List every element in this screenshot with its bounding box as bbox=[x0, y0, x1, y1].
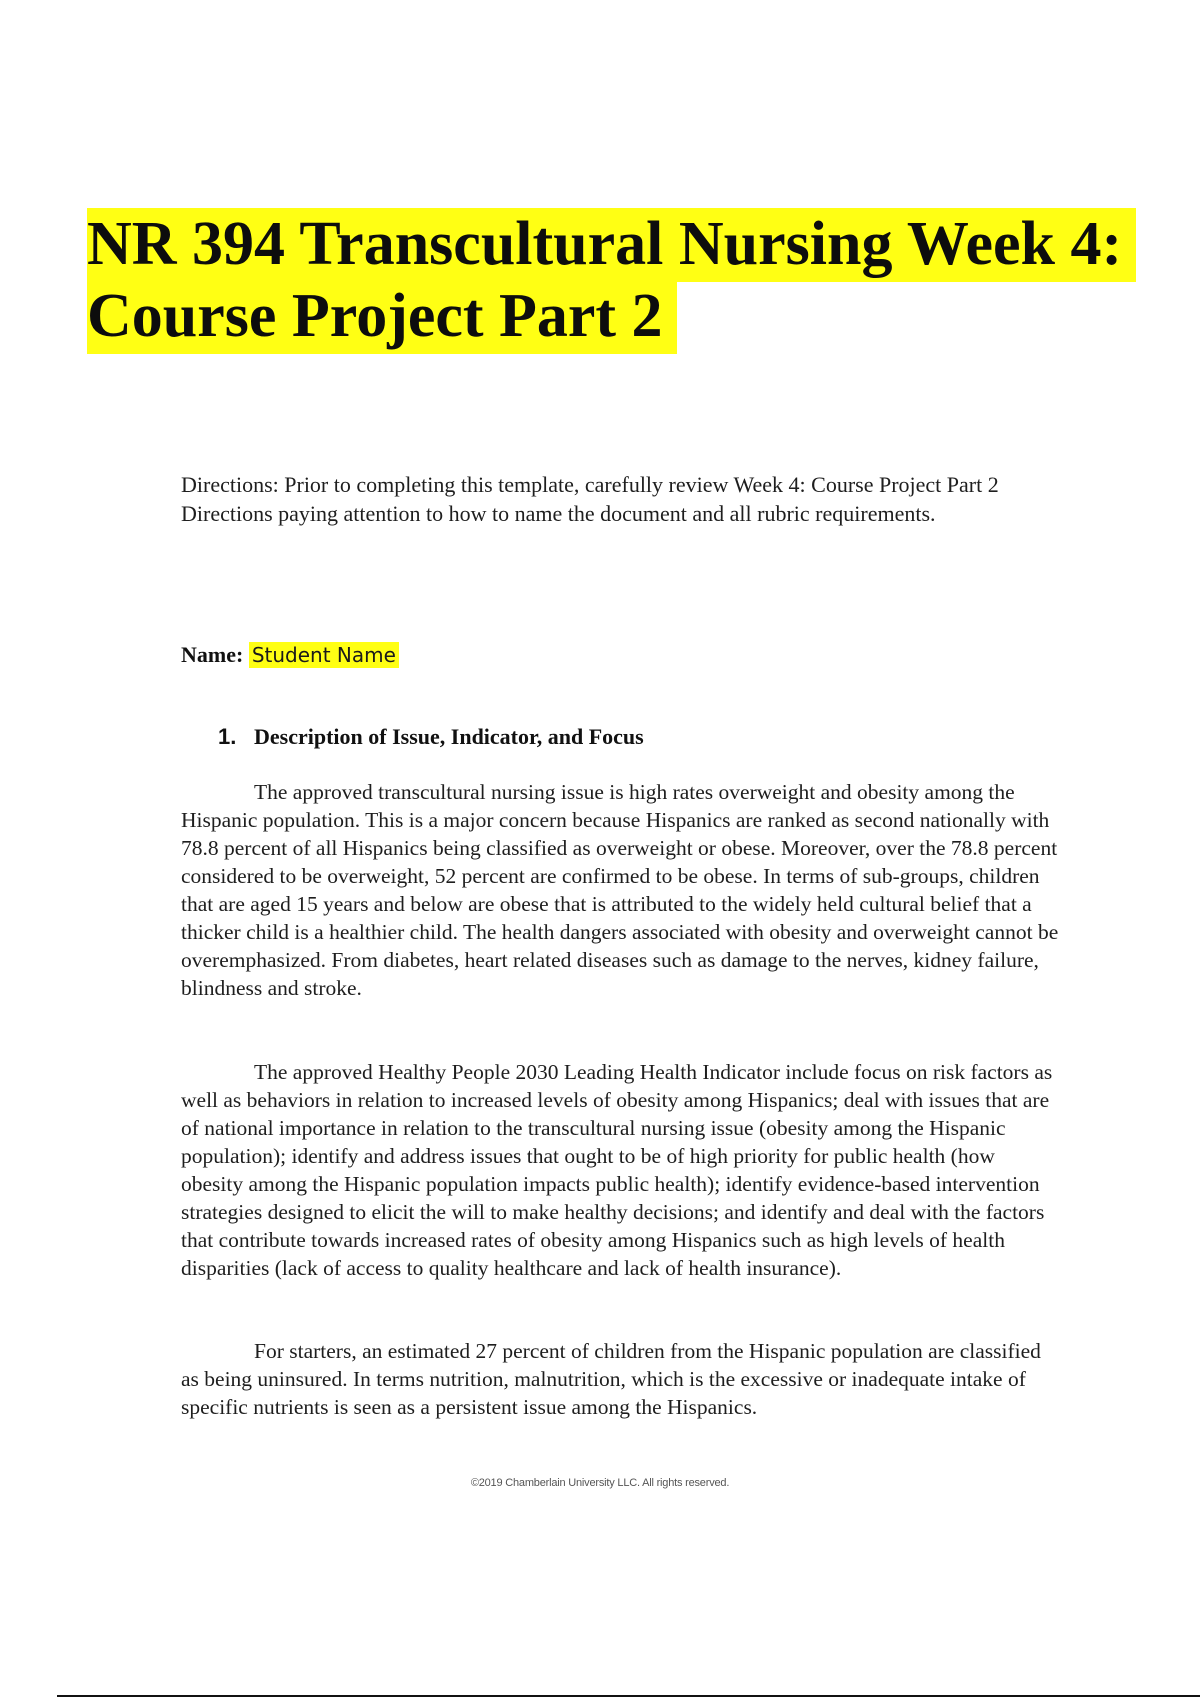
document-title bbox=[87, 208, 1177, 352]
page-bottom-rule bbox=[57, 1695, 1200, 1697]
section-heading-text: Description of Issue, Indicator, and Focus bbox=[254, 724, 644, 749]
paragraph-indicator: The approved Healthy People 2030 Leading Health Indicator include focus on risk factors as well as behaviors in relation to increased levels of obesity among Hispanics; deal with issues that are of national importance in relation to the transcultural nursing issue (obesity among the Hispanic population); identify and address issues that ought to be of high priority for public health (how obesity among the Hispanic population impacts public health); identify evidence-based intervention strategies designed to elicit the will to make healthy decisions; and identify and deal with the factors that contribute towards increased rates of obesity among Hispanics such as high levels of health disparities (lack of access to quality healthcare and lack of health insurance). bbox=[181, 1060, 1053, 1280]
paragraph-issue: The approved transcultural nursing issue is high rates overweight and obesity among the Hispanic population. This is a major concern because Hispanics are ranked as second nationally with 78.8 percent of all Hispanics being classified as overweight or obese. Moreover, over the 78.8 percent considered to be overweight, 52 percent are confirmed to be obese. In terms of sub-groups, children that are aged 15 years and below are obese that is attributed to the widely held cultural belief that a thicker child is a healthier child. The health dangers associated with obesity and overweight cannot be overemphasized. From diabetes, heart related diseases such as damage to the nerves, kidney failure, blindness and stroke. bbox=[181, 780, 1059, 1000]
paragraph-focus: For starters, an estimated 27 percent of children from the Hispanic population are classified as being uninsured. In terms nutrition, malnutrition, which is the excessive or inadequate intake of specific nutrients is seen as a persistent issue among the Hispanics. bbox=[181, 1339, 1041, 1419]
section-number: 1. bbox=[218, 724, 237, 749]
title-highlight: NR 394 Transcultural Nursing Week 4: Course Project Part 2 bbox=[87, 208, 1136, 354]
name-label: Name: bbox=[181, 642, 244, 667]
copyright-footer: ©2019 Chamberlain University LLC. All rights reserved. bbox=[470, 1477, 730, 1489]
name-line bbox=[181, 640, 399, 670]
student-name-field[interactable]: Student Name bbox=[249, 642, 399, 668]
directions-text: Directions: Prior to completing this template, carefully review Week 4: Course Project Part 2 Directions paying attention to how to name the document and all rubric requirements. bbox=[181, 472, 999, 526]
section-heading bbox=[218, 722, 644, 752]
